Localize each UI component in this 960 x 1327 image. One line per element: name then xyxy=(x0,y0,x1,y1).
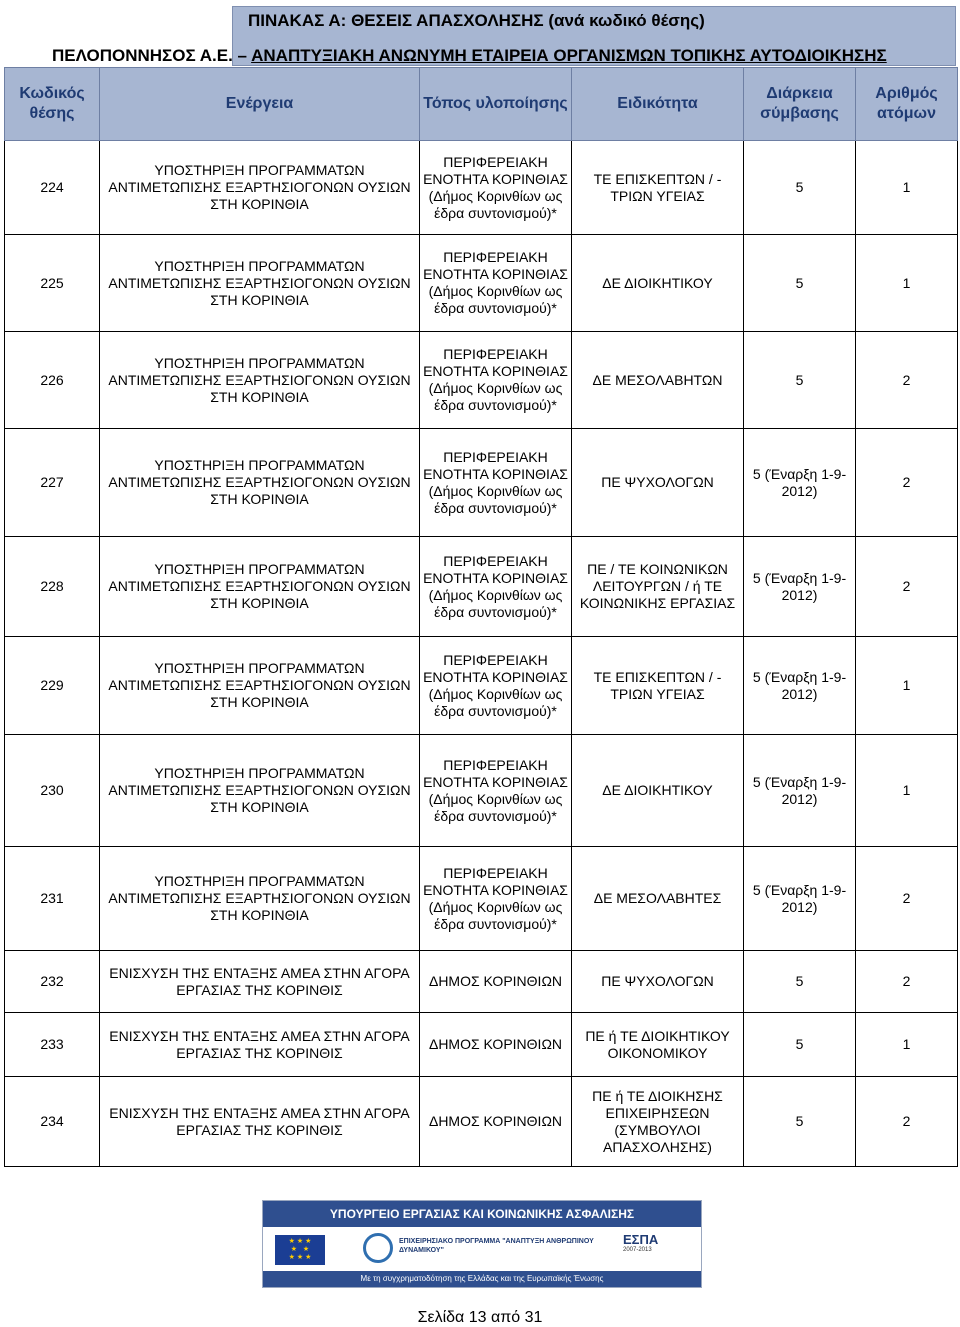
cell-place: ΠΕΡΙΦΕΡΕΙΑΚΗ ΕΝΟΤΗΤΑ ΚΟΡΙΝΘΙΑΣ (Δήμος Κορινθίων ως έδρα συντονισμού)* xyxy=(420,735,572,847)
cell-code: 232 xyxy=(5,951,100,1013)
table-row xyxy=(5,847,958,951)
cell-persons: 2 xyxy=(856,847,958,951)
table-row xyxy=(5,332,958,429)
cell-specialty: ΠΕ ΨΥΧΟΛΟΓΩΝ xyxy=(572,429,744,537)
cell-specialty: ΤΕ ΕΠΙΣΚΕΠΤΩΝ / - ΤΡΙΩΝ ΥΓΕΙΑΣ xyxy=(572,141,744,235)
page-number: Σελίδα 13 από 31 xyxy=(417,1309,543,1326)
cell-specialty: ΤΕ ΕΠΙΣΚΕΠΤΩΝ / - ΤΡΙΩΝ ΥΓΕΙΑΣ xyxy=(572,637,744,735)
funding-logo-banner xyxy=(262,1200,702,1288)
cell-specialty: ΠΕ ή ΤΕ ΔΙΟΙΚΗΣΗΣ ΕΠΙΧΕΙΡΗΣΕΩΝ (ΣΥΜΒΟΥΛΟΙ ΑΠΑΣΧΟΛΗΣΗΣ) xyxy=(572,1077,744,1167)
table-row xyxy=(5,235,958,332)
cell-specialty: ΔΕ ΜΕΣΟΛΑΒΗΤΩΝ xyxy=(572,332,744,429)
cell-persons: 1 xyxy=(856,141,958,235)
cell-code: 226 xyxy=(5,332,100,429)
cell-persons: 2 xyxy=(856,951,958,1013)
cell-code: 231 xyxy=(5,847,100,951)
cell-persons: 1 xyxy=(856,1013,958,1077)
header-specialty: Ειδικότητα xyxy=(572,68,744,141)
cell-persons: 2 xyxy=(856,429,958,537)
cell-place: ΠΕΡΙΦΕΡΕΙΑΚΗ ΕΝΟΤΗΤΑ ΚΟΡΙΝΘΙΑΣ (Δήμος Κορινθίων ως έδρα συντονισμού)* xyxy=(420,141,572,235)
table-row xyxy=(5,429,958,537)
cell-specialty: ΠΕ / ΤΕ ΚΟΙΝΩΝΙΚΩΝ ΛΕΙΤΟΥΡΓΩΝ / ή ΤΕ ΚΟΙΝΩΝΙΚΗΣ ΕΡΓΑΣΙΑΣ xyxy=(572,537,744,637)
cell-duration: 5 xyxy=(744,332,856,429)
cell-code: 227 xyxy=(5,429,100,537)
cell-place: ΔΗΜΟΣ ΚΟΡΙΝΘΙΩΝ xyxy=(420,1077,572,1167)
cell-specialty: ΔΕ ΔΙΟΙΚΗΤΙΚΟΥ xyxy=(572,735,744,847)
page-subtitle xyxy=(52,46,887,66)
cell-action: ΥΠΟΣΤΗΡΙΞΗ ΠΡΟΓΡΑΜΜΑΤΩΝ ΑΝΤΙΜΕΤΩΠΙΣΗΣ ΕΞΑΡΤΗΣΙΟΓΟΝΩΝ ΟΥΣΙΩΝ ΣΤΗ ΚΟΡΙΝΘΙΑ xyxy=(100,429,420,537)
cell-persons: 1 xyxy=(856,235,958,332)
cofunding-band: Με τη συγχρηματοδότηση της Ελλάδας και της Ευρωπαϊκής Ένωσης xyxy=(263,1271,701,1287)
cell-persons: 2 xyxy=(856,537,958,637)
cell-persons: 1 xyxy=(856,637,958,735)
cell-persons: 1 xyxy=(856,735,958,847)
cell-duration: 5 (Έναρξη 1-9-2012) xyxy=(744,847,856,951)
cell-place: ΠΕΡΙΦΕΡΕΙΑΚΗ ΕΝΟΤΗΤΑ ΚΟΡΙΝΘΙΑΣ (Δήμος Κορινθίων ως έδρα συντονισμού)* xyxy=(420,235,572,332)
positions-table xyxy=(4,67,958,1167)
cell-duration: 5 (Έναρξη 1-9-2012) xyxy=(744,537,856,637)
page-title: ΠΙΝΑΚΑΣ Α: ΘΕΣΕΙΣ ΑΠΑΣΧΟΛΗΣΗΣ (ανά κωδικό θέσης) xyxy=(248,11,705,30)
header-action: Ενέργεια xyxy=(100,68,420,141)
header-code: Κωδικός θέσης xyxy=(5,68,100,141)
table-row xyxy=(5,951,958,1013)
cell-action: ΕΝΙΣΧΥΣΗ ΤΗΣ ΕΝΤΑΞΗΣ ΑΜΕΑ ΣΤΗΝ ΑΓΟΡΑ ΕΡΓΑΣΙΑΣ ΤΗΣ ΚΟΡΙΝΘΙΣ xyxy=(100,951,420,1013)
cell-place: ΔΗΜΟΣ ΚΟΡΙΝΘΙΩΝ xyxy=(420,1013,572,1077)
table-body xyxy=(5,141,958,1167)
cell-code: 229 xyxy=(5,637,100,735)
cell-action: ΥΠΟΣΤΗΡΙΞΗ ΠΡΟΓΡΑΜΜΑΤΩΝ ΑΝΤΙΜΕΤΩΠΙΣΗΣ ΕΞΑΡΤΗΣΙΟΓΟΝΩΝ ΟΥΣΙΩΝ ΣΤΗ ΚΟΡΙΝΘΙΑ xyxy=(100,235,420,332)
cell-place: ΠΕΡΙΦΕΡΕΙΑΚΗ ΕΝΟΤΗΤΑ ΚΟΡΙΝΘΙΑΣ (Δήμος Κορινθίων ως έδρα συντονισμού)* xyxy=(420,847,572,951)
ministry-band: ΥΠΟΥΡΓΕΙΟ ΕΡΓΑΣΙΑΣ ΚΑΙ ΚΟΙΝΩΝΙΚΗΣ ΑΣΦΑΛΙΣΗΣ xyxy=(263,1201,701,1227)
espa-logo xyxy=(623,1233,689,1265)
table-header-row xyxy=(5,68,958,141)
region-name: ΠΕΛΟΠΟΝΝΗΣΟΣ Α.Ε. – xyxy=(52,46,248,65)
cell-code: 230 xyxy=(5,735,100,847)
table-row xyxy=(5,1013,958,1077)
table-row xyxy=(5,537,958,637)
cell-action: ΥΠΟΣΤΗΡΙΞΗ ΠΡΟΓΡΑΜΜΑΤΩΝ ΑΝΤΙΜΕΤΩΠΙΣΗΣ ΕΞΑΡΤΗΣΙΟΓΟΝΩΝ ΟΥΣΙΩΝ ΣΤΗ ΚΟΡΙΝΘΙΑ xyxy=(100,735,420,847)
cell-duration: 5 (Έναρξη 1-9-2012) xyxy=(744,735,856,847)
cell-action: ΥΠΟΣΤΗΡΙΞΗ ΠΡΟΓΡΑΜΜΑΤΩΝ ΑΝΤΙΜΕΤΩΠΙΣΗΣ ΕΞΑΡΤΗΣΙΟΓΟΝΩΝ ΟΥΣΙΩΝ ΣΤΗ ΚΟΡΙΝΘΙΑ xyxy=(100,332,420,429)
cell-persons: 2 xyxy=(856,1077,958,1167)
program-circle-icon xyxy=(363,1233,393,1263)
cell-action: ΥΠΟΣΤΗΡΙΞΗ ΠΡΟΓΡΑΜΜΑΤΩΝ ΑΝΤΙΜΕΤΩΠΙΣΗΣ ΕΞΑΡΤΗΣΙΟΓΟΝΩΝ ΟΥΣΙΩΝ ΣΤΗ ΚΟΡΙΝΘΙΑ xyxy=(100,847,420,951)
program-name: ΕΠΙΧΕΙΡΗΣΙΑΚΟ ΠΡΟΓΡΑΜΜΑ "ΑΝΑΠΤΥΞΗ ΑΝΘΡΩΠΙΝΟΥ ΔΥΝΑΜΙΚΟΥ" xyxy=(399,1238,594,1254)
cell-action: ΥΠΟΣΤΗΡΙΞΗ ΠΡΟΓΡΑΜΜΑΤΩΝ ΑΝΤΙΜΕΤΩΠΙΣΗΣ ΕΞΑΡΤΗΣΙΟΓΟΝΩΝ ΟΥΣΙΩΝ ΣΤΗ ΚΟΡΙΝΘΙΑ xyxy=(100,637,420,735)
table-row xyxy=(5,735,958,847)
cell-duration: 5 xyxy=(744,235,856,332)
cell-place: ΠΕΡΙΦΕΡΕΙΑΚΗ ΕΝΟΤΗΤΑ ΚΟΡΙΝΘΙΑΣ (Δήμος Κορινθίων ως έδρα συντονισμού)* xyxy=(420,332,572,429)
cell-duration: 5 (Έναρξη 1-9-2012) xyxy=(744,637,856,735)
cell-persons: 2 xyxy=(856,332,958,429)
cell-code: 224 xyxy=(5,141,100,235)
cell-code: 233 xyxy=(5,1013,100,1077)
cell-place: ΠΕΡΙΦΕΡΕΙΑΚΗ ΕΝΟΤΗΤΑ ΚΟΡΙΝΘΙΑΣ (Δήμος Κορινθίων ως έδρα συντονισμού)* xyxy=(420,637,572,735)
cell-place: ΠΕΡΙΦΕΡΕΙΑΚΗ ΕΝΟΤΗΤΑ ΚΟΡΙΝΘΙΑΣ (Δήμος Κορινθίων ως έδρα συντονισμού)* xyxy=(420,429,572,537)
cell-code: 234 xyxy=(5,1077,100,1167)
table-row xyxy=(5,1077,958,1167)
cell-place: ΔΗΜΟΣ ΚΟΡΙΝΘΙΩΝ xyxy=(420,951,572,1013)
cell-code: 225 xyxy=(5,235,100,332)
cell-specialty: ΠΕ ή ΤΕ ΔΙΟΙΚΗΤΙΚΟΥ ΟΙΚΟΝΟΜΙΚΟΥ xyxy=(572,1013,744,1077)
company-name: ΑΝΑΠΤΥΞΙΑΚΗ ΑΝΩΝΥΜΗ ΕΤΑΙΡΕΙΑ ΟΡΓΑΝΙΣΜΩΝ ΤΟΠΙΚΗΣ ΑΥΤΟΔΙΟΙΚΗΣΗΣ xyxy=(251,46,887,65)
cell-duration: 5 xyxy=(744,1077,856,1167)
espa-title: ΕΣΠΑ xyxy=(623,1232,659,1247)
cell-duration: 5 xyxy=(744,1013,856,1077)
cell-action: ΕΝΙΣΧΥΣΗ ΤΗΣ ΕΝΤΑΞΗΣ ΑΜΕΑ ΣΤΗΝ ΑΓΟΡΑ ΕΡΓΑΣΙΑΣ ΤΗΣ ΚΟΡΙΝΘΙΣ xyxy=(100,1077,420,1167)
cell-action: ΕΝΙΣΧΥΣΗ ΤΗΣ ΕΝΤΑΞΗΣ ΑΜΕΑ ΣΤΗΝ ΑΓΟΡΑ ΕΡΓΑΣΙΑΣ ΤΗΣ ΚΟΡΙΝΘΙΣ xyxy=(100,1013,420,1077)
cell-code: 228 xyxy=(5,537,100,637)
header-place: Τόπος υλοποίησης xyxy=(420,68,572,141)
eu-flag-icon: ★ ★ ★ ★ ★ ★ ★ ★ xyxy=(275,1235,325,1265)
cell-specialty: ΔΕ ΔΙΟΙΚΗΤΙΚΟΥ xyxy=(572,235,744,332)
cell-duration: 5 xyxy=(744,951,856,1013)
espa-years: 2007-2013 xyxy=(623,1247,652,1253)
cell-action: ΥΠΟΣΤΗΡΙΞΗ ΠΡΟΓΡΑΜΜΑΤΩΝ ΑΝΤΙΜΕΤΩΠΙΣΗΣ ΕΞΑΡΤΗΣΙΟΓΟΝΩΝ ΟΥΣΙΩΝ ΣΤΗ ΚΟΡΙΝΘΙΑ xyxy=(100,141,420,235)
cell-duration: 5 xyxy=(744,141,856,235)
cell-duration: 5 (Έναρξη 1-9-2012) xyxy=(744,429,856,537)
header-persons: Αριθμός ατόμων xyxy=(856,68,958,141)
header-duration: Διάρκεια σύμβασης xyxy=(744,68,856,141)
table-row xyxy=(5,637,958,735)
cell-place: ΠΕΡΙΦΕΡΕΙΑΚΗ ΕΝΟΤΗΤΑ ΚΟΡΙΝΘΙΑΣ (Δήμος Κορινθίων ως έδρα συντονισμού)* xyxy=(420,537,572,637)
cell-action: ΥΠΟΣΤΗΡΙΞΗ ΠΡΟΓΡΑΜΜΑΤΩΝ ΑΝΤΙΜΕΤΩΠΙΣΗΣ ΕΞΑΡΤΗΣΙΟΓΟΝΩΝ ΟΥΣΙΩΝ ΣΤΗ ΚΟΡΙΝΘΙΑ xyxy=(100,537,420,637)
cell-specialty: ΠΕ ΨΥΧΟΛΟΓΩΝ xyxy=(572,951,744,1013)
table-row xyxy=(5,141,958,235)
cell-specialty: ΔΕ ΜΕΣΟΛΑΒΗΤΕΣ xyxy=(572,847,744,951)
